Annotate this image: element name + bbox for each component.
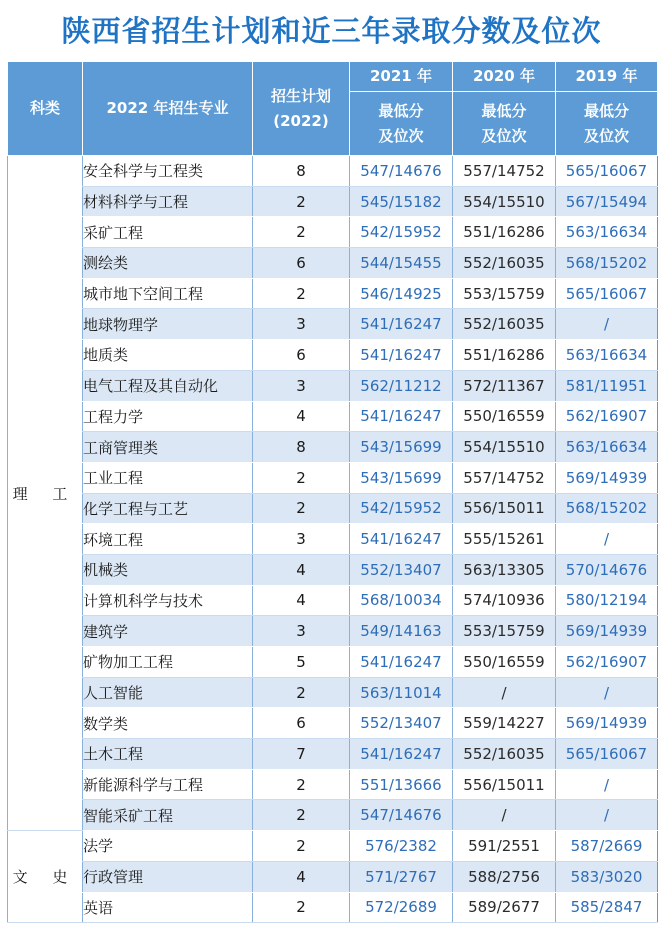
- score-2021-cell: 547/14676: [350, 800, 453, 831]
- major-cell: 测绘类: [83, 248, 253, 279]
- header-plan-line2: (2022): [273, 111, 329, 130]
- plan-cell: 2: [253, 217, 350, 248]
- score-2021-cell: 543/15699: [350, 462, 453, 493]
- plan-cell: 6: [253, 248, 350, 279]
- table-row: [8, 739, 658, 770]
- table-row: [8, 831, 658, 862]
- plan-cell: 2: [253, 769, 350, 800]
- table-body: [8, 156, 658, 923]
- major-cell: 安全科学与工程类: [83, 156, 253, 187]
- score-2021-cell: 571/2767: [350, 861, 453, 892]
- score-2019-cell: 563/16634: [556, 340, 658, 371]
- major-cell: 地球物理学: [83, 309, 253, 340]
- score-2019-cell: 583/3020: [556, 861, 658, 892]
- score-2019-cell: 565/16067: [556, 156, 658, 187]
- score-2020-cell: 574/10936: [453, 585, 556, 616]
- header-major: 2022 年招生专业: [83, 62, 253, 156]
- major-cell: 行政管理: [83, 861, 253, 892]
- plan-cell: 2: [253, 493, 350, 524]
- score-2020-cell: 550/16559: [453, 401, 556, 432]
- major-cell: 建筑学: [83, 616, 253, 647]
- header-min-line1: 最低分: [378, 101, 424, 120]
- score-2019-cell: 585/2847: [556, 892, 658, 923]
- score-2019-cell: 569/14939: [556, 616, 658, 647]
- plan-cell: 7: [253, 739, 350, 770]
- score-2020-cell: 591/2551: [453, 831, 556, 862]
- table-row: [8, 217, 658, 248]
- score-2020-cell: 556/15011: [453, 493, 556, 524]
- score-2020-cell: 555/15261: [453, 524, 556, 555]
- score-2020-cell: /: [453, 800, 556, 831]
- table-row: [8, 156, 658, 187]
- score-2020-cell: 559/14227: [453, 708, 556, 739]
- table-row: [8, 769, 658, 800]
- plan-cell: 8: [253, 432, 350, 463]
- plan-cell: 4: [253, 861, 350, 892]
- score-2021-cell: 541/16247: [350, 739, 453, 770]
- score-2020-cell: 554/15510: [453, 432, 556, 463]
- score-2020-cell: 550/16559: [453, 647, 556, 678]
- score-2020-cell: 552/16035: [453, 248, 556, 279]
- table-row: [8, 186, 658, 217]
- major-cell: 材料科学与工程: [83, 186, 253, 217]
- score-2021-cell: 547/14676: [350, 156, 453, 187]
- score-2020-cell: 551/16286: [453, 340, 556, 371]
- header-min-line2: 及位次: [583, 126, 629, 145]
- header-category: 科类: [8, 62, 83, 156]
- header-year-2021: 2021 年: [350, 62, 453, 92]
- score-2019-cell: 581/11951: [556, 370, 658, 401]
- score-2019-cell: 568/15202: [556, 493, 658, 524]
- major-cell: 法学: [83, 831, 253, 862]
- plan-cell: 3: [253, 370, 350, 401]
- major-cell: 电气工程及其自动化: [83, 370, 253, 401]
- plan-cell: 2: [253, 892, 350, 923]
- score-2019-cell: 580/12194: [556, 585, 658, 616]
- score-2021-cell: 572/2689: [350, 892, 453, 923]
- plan-cell: 2: [253, 677, 350, 708]
- score-2020-cell: 556/15011: [453, 769, 556, 800]
- plan-cell: 6: [253, 340, 350, 371]
- major-cell: 工业工程: [83, 462, 253, 493]
- score-2019-cell: 565/16067: [556, 278, 658, 309]
- major-cell: 工程力学: [83, 401, 253, 432]
- plan-cell: 2: [253, 462, 350, 493]
- score-2019-cell: 569/14939: [556, 462, 658, 493]
- major-cell: 工商管理类: [83, 432, 253, 463]
- score-2020-cell: 563/13305: [453, 554, 556, 585]
- score-2021-cell: 541/16247: [350, 647, 453, 678]
- score-2019-cell: 562/16907: [556, 401, 658, 432]
- major-cell: 计算机科学与技术: [83, 585, 253, 616]
- plan-cell: 2: [253, 186, 350, 217]
- major-cell: 新能源科学与工程: [83, 769, 253, 800]
- category-cell: 文 史: [8, 831, 83, 923]
- score-2019-cell: 563/16634: [556, 432, 658, 463]
- score-2021-cell: 562/11212: [350, 370, 453, 401]
- major-cell: 采矿工程: [83, 217, 253, 248]
- major-cell: 土木工程: [83, 739, 253, 770]
- score-2021-cell: 546/14925: [350, 278, 453, 309]
- score-2019-cell: /: [556, 800, 658, 831]
- table-row: [8, 340, 658, 371]
- table-row: [8, 493, 658, 524]
- table-row: [8, 401, 658, 432]
- major-cell: 数学类: [83, 708, 253, 739]
- header-plan-line1: 招生计划: [270, 86, 331, 105]
- score-2021-cell: 544/15455: [350, 248, 453, 279]
- table-row: [8, 585, 658, 616]
- score-2020-cell: 553/15759: [453, 278, 556, 309]
- score-2020-cell: 553/15759: [453, 616, 556, 647]
- header-min-line2: 及位次: [481, 126, 527, 145]
- plan-cell: 3: [253, 524, 350, 555]
- major-cell: 英语: [83, 892, 253, 923]
- table-row: [8, 800, 658, 831]
- table-row: [8, 892, 658, 923]
- score-2021-cell: 541/16247: [350, 524, 453, 555]
- table-row: [8, 677, 658, 708]
- score-2020-cell: 588/2756: [453, 861, 556, 892]
- score-2021-cell: 542/15952: [350, 493, 453, 524]
- score-2021-cell: 551/13666: [350, 769, 453, 800]
- header-min-2021: [350, 92, 453, 156]
- table-row: [8, 432, 658, 463]
- plan-cell: 4: [253, 554, 350, 585]
- score-2021-cell: 541/16247: [350, 401, 453, 432]
- major-cell: 人工智能: [83, 677, 253, 708]
- category-cell: 理 工: [8, 156, 83, 831]
- score-2021-cell: 542/15952: [350, 217, 453, 248]
- major-cell: 矿物加工工程: [83, 647, 253, 678]
- table-row: [8, 708, 658, 739]
- score-2020-cell: 552/16035: [453, 739, 556, 770]
- major-cell: 化学工程与工艺: [83, 493, 253, 524]
- table-row: [8, 861, 658, 892]
- admission-table: [7, 61, 658, 923]
- plan-cell: 2: [253, 278, 350, 309]
- score-2020-cell: 589/2677: [453, 892, 556, 923]
- score-2020-cell: 551/16286: [453, 217, 556, 248]
- plan-cell: 3: [253, 309, 350, 340]
- score-2019-cell: 570/14676: [556, 554, 658, 585]
- page-title: 陕西省招生计划和近三年录取分数及位次: [61, 13, 602, 48]
- plan-cell: 2: [253, 831, 350, 862]
- table-row: [8, 370, 658, 401]
- plan-cell: 8: [253, 156, 350, 187]
- plan-cell: 6: [253, 708, 350, 739]
- score-2021-cell: 576/2382: [350, 831, 453, 862]
- table-row: [8, 309, 658, 340]
- score-2021-cell: 552/13407: [350, 708, 453, 739]
- table-row: [8, 248, 658, 279]
- score-2019-cell: 569/14939: [556, 708, 658, 739]
- score-2019-cell: 568/15202: [556, 248, 658, 279]
- score-2020-cell: 552/16035: [453, 309, 556, 340]
- score-2021-cell: 568/10034: [350, 585, 453, 616]
- score-2021-cell: 563/11014: [350, 677, 453, 708]
- table-row: [8, 524, 658, 555]
- header-min-line1: 最低分: [481, 101, 527, 120]
- score-2021-cell: 552/13407: [350, 554, 453, 585]
- table-row: [8, 647, 658, 678]
- score-2021-cell: 541/16247: [350, 340, 453, 371]
- header-plan: [253, 62, 350, 156]
- score-2019-cell: 562/16907: [556, 647, 658, 678]
- score-2019-cell: /: [556, 309, 658, 340]
- header-year-2020: 2020 年: [453, 62, 556, 92]
- plan-cell: 2: [253, 800, 350, 831]
- header-min-line2: 及位次: [378, 126, 424, 145]
- score-2020-cell: 572/11367: [453, 370, 556, 401]
- plan-cell: 3: [253, 616, 350, 647]
- major-cell: 智能采矿工程: [83, 800, 253, 831]
- score-2020-cell: /: [453, 677, 556, 708]
- major-cell: 城市地下空间工程: [83, 278, 253, 309]
- score-2020-cell: 557/14752: [453, 156, 556, 187]
- plan-cell: 4: [253, 585, 350, 616]
- score-2021-cell: 543/15699: [350, 432, 453, 463]
- table-row: [8, 462, 658, 493]
- score-2021-cell: 541/16247: [350, 309, 453, 340]
- major-cell: 地质类: [83, 340, 253, 371]
- score-2019-cell: 563/16634: [556, 217, 658, 248]
- score-2019-cell: 587/2669: [556, 831, 658, 862]
- header-min-2019: [556, 92, 658, 156]
- score-2020-cell: 557/14752: [453, 462, 556, 493]
- score-2020-cell: 554/15510: [453, 186, 556, 217]
- major-cell: 环境工程: [83, 524, 253, 555]
- score-2019-cell: /: [556, 677, 658, 708]
- plan-cell: 5: [253, 647, 350, 678]
- major-cell: 机械类: [83, 554, 253, 585]
- score-2019-cell: /: [556, 769, 658, 800]
- score-2019-cell: /: [556, 524, 658, 555]
- score-2019-cell: 565/16067: [556, 739, 658, 770]
- score-2021-cell: 545/15182: [350, 186, 453, 217]
- header-min-2020: [453, 92, 556, 156]
- score-2021-cell: 549/14163: [350, 616, 453, 647]
- table-row: [8, 616, 658, 647]
- table-row: [8, 554, 658, 585]
- plan-cell: 4: [253, 401, 350, 432]
- header-year-2019: 2019 年: [556, 62, 658, 92]
- table-row: [8, 278, 658, 309]
- header-min-line1: 最低分: [583, 101, 629, 120]
- score-2019-cell: 567/15494: [556, 186, 658, 217]
